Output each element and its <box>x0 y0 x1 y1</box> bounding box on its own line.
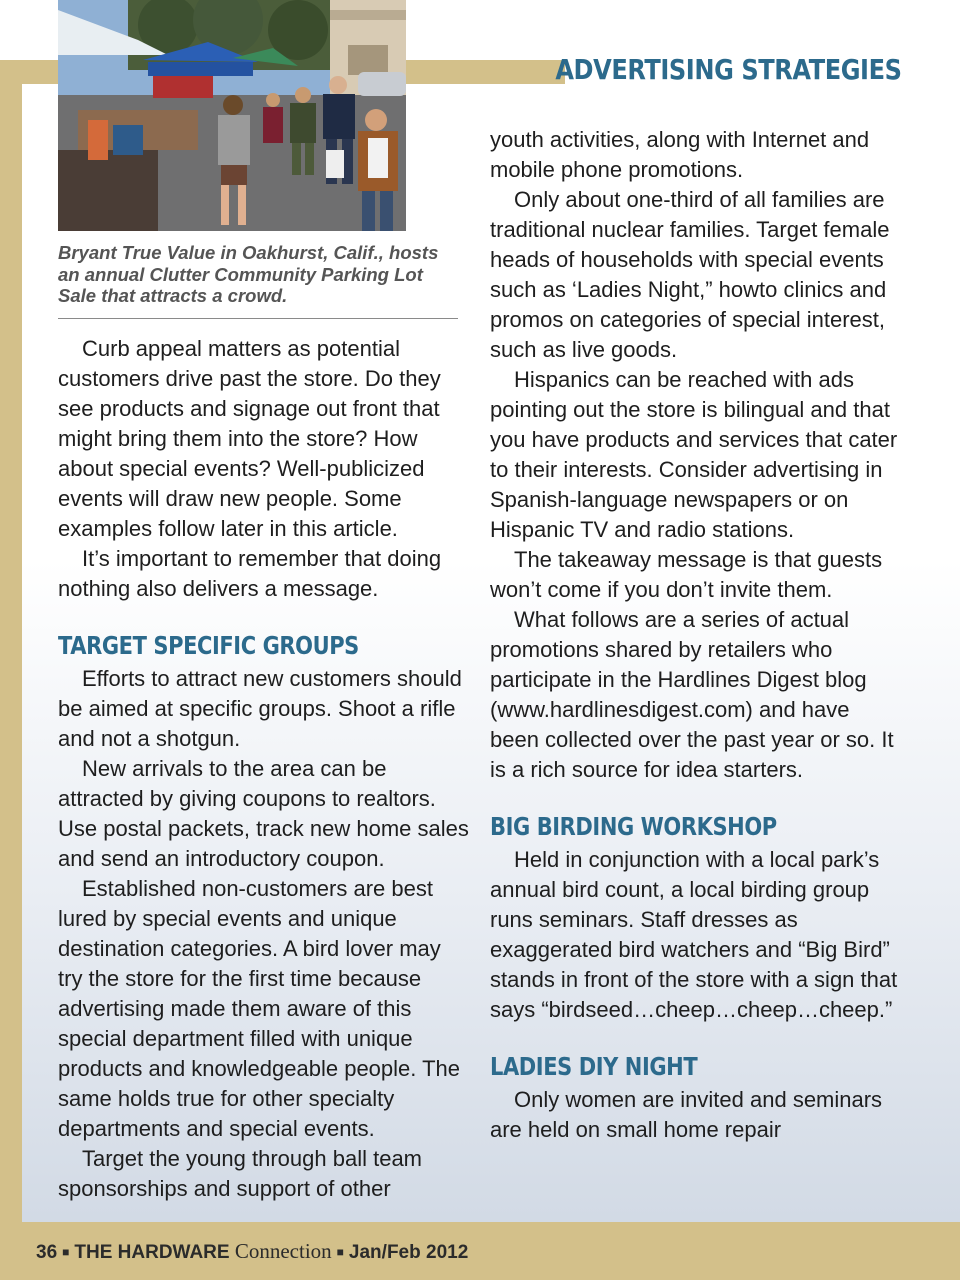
paragraph: What follows are a series of actual promotions shared by retailers who participate in the Hardlines Digest blog (www.hardlinesdigest.com) and have been collected over the past year or so. It is a rich source for idea starters. <box>490 607 894 782</box>
gold-left-bar <box>0 60 22 1222</box>
photo-illustration <box>58 0 406 231</box>
page-number: 36 <box>36 1241 58 1263</box>
section-title: ADVERTISING STRATEGIES <box>555 53 902 86</box>
caption-divider <box>58 318 458 319</box>
publication-name: THE HARDWARE <box>74 1241 230 1263</box>
paragraph: Only about one-third of all families are traditional nuclear families. Target female heads of households with special events such as ‘Ladies Night,” howto clinics and promos on categories of special interest, such as live goods. <box>490 187 890 362</box>
footer-text <box>36 1239 468 1264</box>
paragraph: New arrivals to the area can be attracted by giving coupons to realtors. Use postal packets, track new home sales and send an introductory coupon. <box>58 756 469 871</box>
bullet-separator: ■ <box>62 1245 70 1260</box>
publication-name-serif: Connection <box>234 1238 332 1263</box>
photo-caption: Bryant True Value in Oakhurst, Calif., hosts an annual Clutter Community Parking Lot Sale that attracts a crowd. <box>58 242 439 306</box>
subheading: TARGET SPECIFIC GROUPS <box>58 631 359 660</box>
paragraph: youth activities, along with Internet and mobile phone promotions. <box>490 127 870 182</box>
paragraph: Established non-customers are best lured by special events and unique destination categories. A bird lover may try the store for the first time because advertising made them aware of this special department filled with unique products and knowledgeable people. The same holds true for other specialty departments and special events. <box>58 876 461 1141</box>
right-column <box>490 125 904 1145</box>
left-column <box>58 334 470 1204</box>
paragraph: Target the young through ball team sponsorships and support of other <box>58 1146 423 1201</box>
paragraph: Held in conjunction with a local park’s annual bird count, a local birding group runs seminars. Staff dresses as exaggerated bird watchers and “Big Bird” stands in front of the store with a sign that says “birdseed…cheep…cheep…cheep.” <box>490 847 898 1022</box>
paragraph: The takeaway message is that guests won’t come if you don’t invite them. <box>490 547 883 602</box>
paragraph: Curb appeal matters as potential customers drive past the store. Do they see products and signage out front that might bring them into the store? How about special events? Well-publicized events will draw new people. Some examples follow later in this article. <box>58 336 441 541</box>
paragraph: Efforts to attract new customers should be aimed at specific groups. Shoot a rifle and not a shotgun. <box>58 666 462 751</box>
event-photo <box>58 0 406 231</box>
bullet-separator: ■ <box>336 1245 344 1260</box>
paragraph: Hispanics can be reached with ads pointing out the store is bilingual and that you have products and services that cater to their interests. Consider advertising in Spanish-language newspapers or on Hispanic TV and radio stations. <box>490 367 898 542</box>
page-footer <box>0 1222 960 1280</box>
issue-date: Jan/Feb 2012 <box>348 1241 469 1263</box>
paragraph: It’s important to remember that doing nothing also delivers a message. <box>58 546 442 601</box>
subheading: LADIES DIY NIGHT <box>490 1052 698 1081</box>
subheading: BIG BIRDING WORKSHOP <box>490 812 777 841</box>
paragraph: Only women are invited and seminars are held on small home repair <box>490 1087 883 1142</box>
